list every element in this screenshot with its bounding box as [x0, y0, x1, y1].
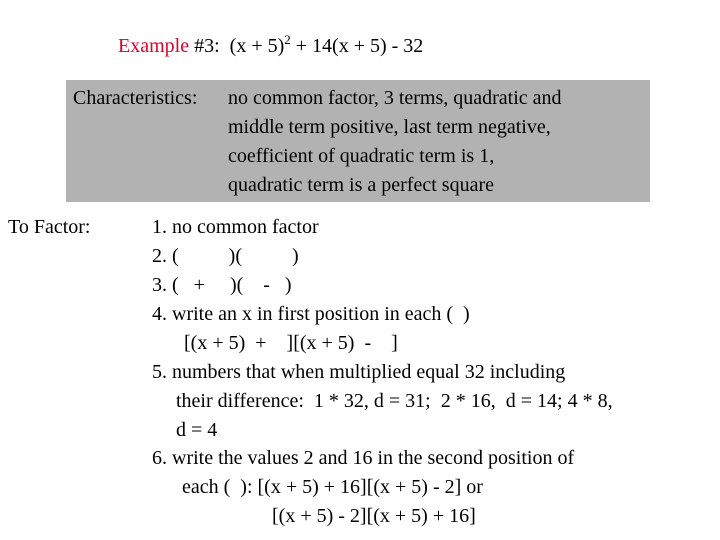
step-5-continued: their difference: 1 * 32, d = 31; 2 * 16, d = 14; 4 * 8, [176, 390, 613, 412]
step-2: 2. ( )( ) [152, 245, 299, 267]
characteristics-line-3: coefficient of quadratic term is 1, [228, 145, 495, 167]
step-6: 6. write the values 2 and 16 in the second position of [152, 447, 575, 469]
step-6-alternate: [(x + 5) - 2][(x + 5) + 16] [272, 505, 476, 527]
step-6-continued: each ( ): [(x + 5) + 16][(x + 5) - 2] or [182, 476, 483, 498]
step-4: 4. write an x in first position in each ( ) [152, 303, 470, 325]
characteristics-label: Characteristics: [73, 87, 198, 109]
example-label: Example [118, 35, 190, 57]
characteristics-line-1: no common factor, 3 terms, quadratic and [228, 87, 562, 109]
step-5-end: d = 4 [176, 419, 218, 441]
step-4-result: [(x + 5) + ][(x + 5) - ] [184, 332, 398, 354]
step-5: 5. numbers that when multiplied equal 32 including [152, 361, 566, 383]
expression-base: (x + 5) [229, 35, 285, 57]
characteristics-line-4: quadratic term is a perfect square [228, 174, 494, 196]
step-1: 1. no common factor [152, 216, 319, 238]
to-factor-label: To Factor: [8, 216, 91, 238]
characteristics-line-2: middle term positive, last term negative, [228, 116, 551, 138]
expression-rest: + 14(x + 5) - 32 [290, 35, 424, 57]
example-number: #3: [194, 35, 220, 57]
step-3: 3. ( + )( - ) [152, 274, 292, 296]
example-heading [118, 34, 423, 58]
expression-exponent: 2 [284, 32, 291, 47]
